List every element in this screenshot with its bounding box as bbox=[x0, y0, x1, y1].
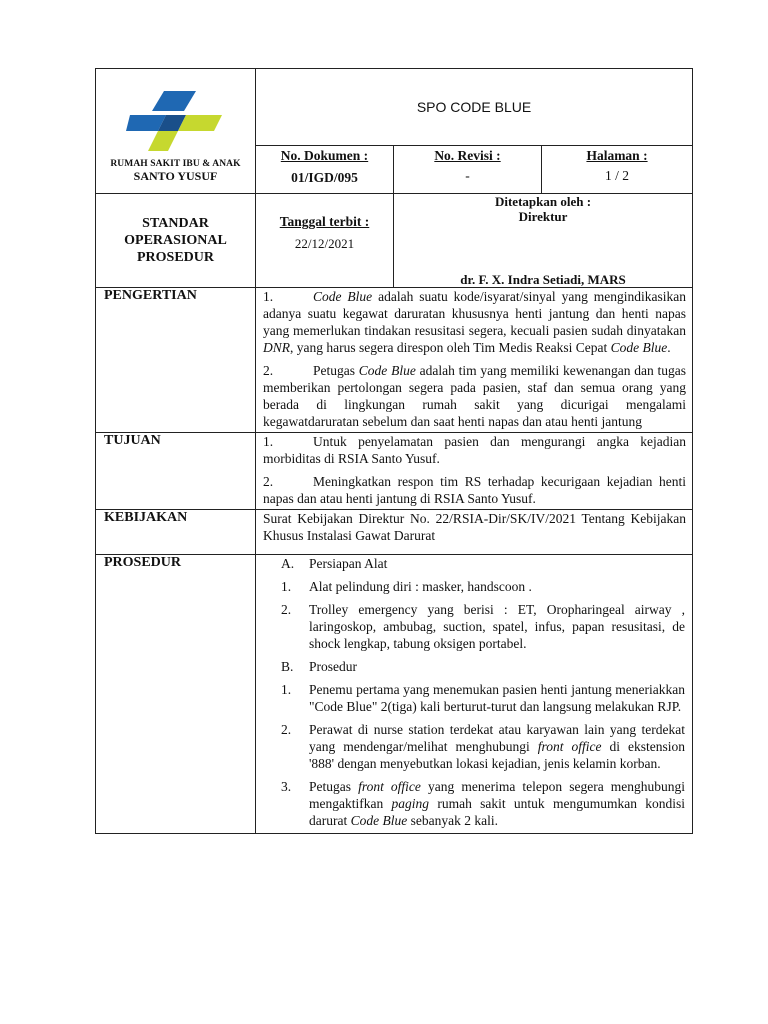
no-revisi-cell bbox=[394, 146, 542, 194]
no-dokumen-cell bbox=[256, 146, 394, 194]
kebijakan-text: Surat Kebijakan Direktur No. 22/RSIA-Dir/SK/IV/2021 Tentang Kebijakan Khusus Instalasi Gawat Darurat bbox=[263, 511, 687, 543]
italic-term: front office bbox=[537, 739, 602, 754]
list-text: Alat pelindung diri : masker, handscoon . bbox=[309, 579, 532, 594]
list-item bbox=[263, 778, 685, 829]
list-item bbox=[263, 601, 685, 652]
kebijakan-label: KEBIJAKAN bbox=[96, 510, 256, 555]
list-number: 2. bbox=[281, 722, 292, 737]
list-item bbox=[263, 721, 685, 772]
list-text: Persiapan Alat bbox=[309, 556, 388, 571]
sop-line3: PROSEDUR bbox=[136, 250, 214, 265]
list-text bbox=[309, 721, 685, 772]
tujuan-label: TUJUAN bbox=[96, 433, 256, 510]
tujuan-item-2 bbox=[263, 473, 686, 507]
list-number: B. bbox=[281, 659, 294, 674]
sop-line2: OPERASIONAL bbox=[124, 233, 227, 248]
italic-term: Code Blue bbox=[313, 289, 373, 304]
list-item bbox=[263, 555, 685, 572]
list-number: 3. bbox=[281, 779, 292, 794]
text-run: di ekstension '888' dengan menyebutkan lokasi kejadian, jenis kelamin korban. bbox=[309, 739, 686, 771]
text-run: yang menerima telepon segera menghubungi mengaktifkan bbox=[309, 779, 686, 811]
halaman-value: 1 / 2 bbox=[605, 168, 630, 183]
pengertian-item-2 bbox=[263, 362, 686, 430]
tanggal-value: 22/12/2021 bbox=[294, 236, 355, 251]
hospital-name-line2: SANTO YUSUF bbox=[133, 169, 218, 183]
ditetapkan-label: Ditetapkan oleh : bbox=[494, 194, 592, 209]
italic-term: front office bbox=[358, 779, 421, 794]
text-run: rumah sakit untuk mengumumkan kondisi darurat bbox=[309, 796, 686, 828]
no-revisi-value: - bbox=[465, 168, 470, 183]
pengertian-item-1 bbox=[263, 288, 686, 356]
text-run: Petugas bbox=[309, 779, 359, 794]
list-number: 1. bbox=[281, 682, 292, 697]
italic-term: DNR bbox=[263, 340, 290, 355]
list-text bbox=[309, 778, 685, 829]
list-item bbox=[263, 578, 685, 595]
pengertian-label: PENGERTIAN bbox=[96, 288, 256, 433]
text-run: adalah suatu kode/isyarat/sinyal yang mengindikasikan adanya suatu kegawat daruratan khususnya henti jantung dan henti napas yang memerlukan tindakan resusitasi segera, kecuali pasien sudah dinyatakan bbox=[263, 289, 687, 338]
text-run: Untuk penyelamatan pasien dan mengurangi angka kejadian morbiditas di RSIA Santo Yusuf. bbox=[263, 434, 687, 466]
prosedur-label: PROSEDUR bbox=[96, 555, 256, 834]
tanggal-label: Tanggal terbit : bbox=[279, 214, 370, 229]
list-item bbox=[263, 658, 685, 675]
text-run: Petugas bbox=[313, 363, 359, 378]
list-number: 1. bbox=[263, 289, 274, 304]
tujuan-item-1 bbox=[263, 433, 686, 467]
list-text: Prosedur bbox=[309, 659, 357, 674]
no-dokumen-label: No. Dokumen : bbox=[280, 148, 369, 163]
halaman-label: Halaman : bbox=[586, 148, 648, 163]
no-dokumen-value: 01/IGD/095 bbox=[291, 170, 358, 185]
text-run: sebanyak 2 kali. bbox=[407, 813, 498, 828]
italic-term: Code Blue bbox=[610, 340, 668, 355]
list-number: A. bbox=[281, 556, 295, 571]
list-text: Penemu pertama yang menemukan pasien henti jantung meneriakkan "Code Blue" 2(tiga) kali berturut-turut dan langsung melakukan RJP. bbox=[309, 682, 686, 714]
list-number: 2. bbox=[281, 602, 292, 617]
tanggal-cell bbox=[256, 194, 394, 288]
text-run: Perawat di nurse station terdekat atau karyawan lain yang terdekat yang mendengar/melihat menghubungi bbox=[309, 722, 686, 754]
list-text: Trolley emergency yang berisi : ET, Oropharingeal airway , laringoskop, ambubag, suction, spatel, infus, papan resusitasi, de shock lengkap, tabung oksigen portabel. bbox=[309, 602, 686, 651]
ditetapkan-role: Direktur bbox=[518, 209, 568, 224]
ditetapkan-cell bbox=[394, 194, 693, 288]
italic-term: paging bbox=[391, 796, 430, 811]
hospital-name-line1: RUMAH SAKIT IBU & ANAK bbox=[110, 159, 241, 169]
document-title: SPO CODE BLUE bbox=[256, 69, 693, 146]
italic-term: Code Blue bbox=[350, 813, 408, 828]
list-item bbox=[263, 681, 685, 715]
sop-line1: STANDAR bbox=[142, 216, 209, 231]
pengertian-content bbox=[256, 288, 693, 433]
italic-term: Code Blue bbox=[358, 363, 416, 378]
text-run: . bbox=[667, 340, 671, 355]
prosedur-content bbox=[256, 555, 693, 834]
list-number: 2. bbox=[263, 474, 274, 489]
signatory-name: dr. F. X. Indra Setiadi, MARS bbox=[460, 272, 626, 287]
hospital-logo bbox=[126, 85, 226, 155]
halaman-cell bbox=[542, 146, 693, 194]
text-run: Meningkatkan respon tim RS terhadap kecurigaan kejadian henti napas dan atau henti jantung di RSIA Santo Yusuf. bbox=[263, 474, 687, 506]
list-number: 2. bbox=[263, 363, 274, 378]
logo-cell bbox=[96, 69, 256, 194]
no-revisi-label: No. Revisi : bbox=[434, 148, 501, 163]
text-run: adalah tim yang memiliki kewenangan dan tugas memberikan pertolongan segera pada pasien, staf dan semua orang yang berada di lingkungan rumah sakit yang dicurigai mengalami kegawatdaruratan sebelum dan saat henti napas dan atau henti jantung bbox=[263, 363, 687, 429]
tujuan-content bbox=[256, 433, 693, 510]
text-run: , yang harus segera direspon oleh Tim Medis Reaksi Cepat bbox=[290, 340, 611, 355]
list-number: 1. bbox=[281, 579, 292, 594]
kebijakan-content bbox=[256, 510, 693, 555]
sop-label-cell bbox=[96, 194, 256, 288]
sop-document bbox=[95, 68, 692, 834]
list-number: 1. bbox=[263, 434, 274, 449]
sop-table bbox=[95, 68, 693, 834]
